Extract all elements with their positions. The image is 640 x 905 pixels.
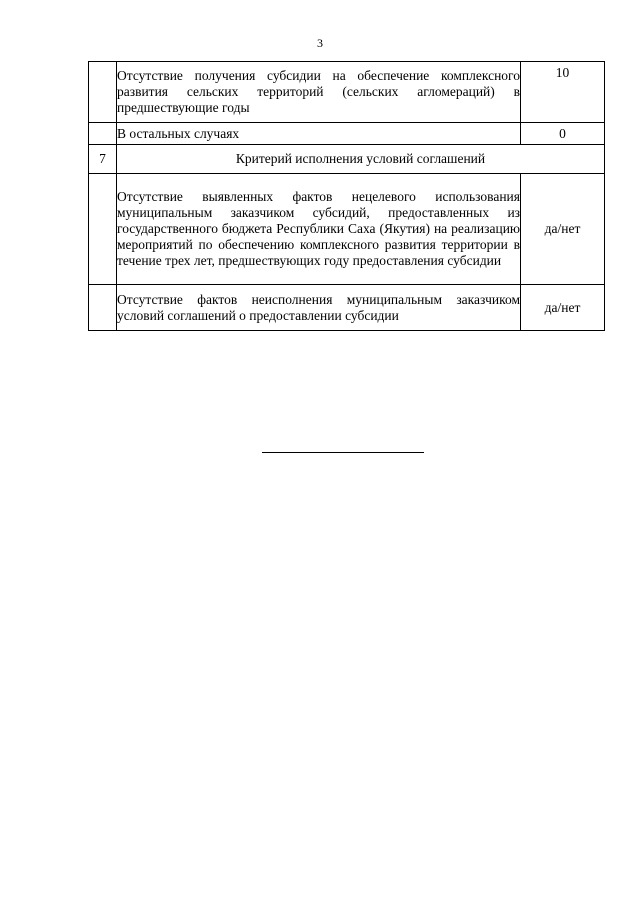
section-heading-cell: Критерий исполнения условий соглашений: [117, 145, 605, 174]
table-row: [89, 62, 605, 123]
end-of-document-line: [262, 452, 424, 453]
table-row: [89, 174, 605, 285]
table-row: [89, 285, 605, 331]
criterion-text-cell: Отсутствие фактов неисполнения муниципальным заказчиком условий соглашений о предоставлении субсидии: [117, 285, 521, 331]
score-cell: да/нет: [521, 285, 605, 331]
score-cell: 10: [521, 62, 605, 123]
score-cell: 0: [521, 123, 605, 145]
row-number-cell: [89, 123, 117, 145]
criterion-text-cell: В остальных случаях: [117, 123, 521, 145]
page-number: 3: [317, 36, 323, 50]
criterion-text-cell: Отсутствие получения субсидии на обеспечение комплексного развития сельских территорий (сельских агломераций) в предшествующие годы: [117, 62, 521, 123]
table-row: [89, 123, 605, 145]
score-cell: да/нет: [521, 174, 605, 285]
section-heading-row: [89, 145, 605, 174]
row-number-cell: [89, 174, 117, 285]
row-number-cell: [89, 62, 117, 123]
row-number-cell: [89, 285, 117, 331]
section-number-cell: 7: [89, 145, 117, 174]
criteria-table: [88, 61, 605, 331]
criterion-text-cell: Отсутствие выявленных фактов нецелевого использования муниципальным заказчиком субсидий, предоставленных из государственного бюджета Республики Саха (Якутия) на реализацию мероприятий по обеспечению комплексного развития территории в течение трех лет, предшествующих году предоставления субсидии: [117, 174, 521, 285]
